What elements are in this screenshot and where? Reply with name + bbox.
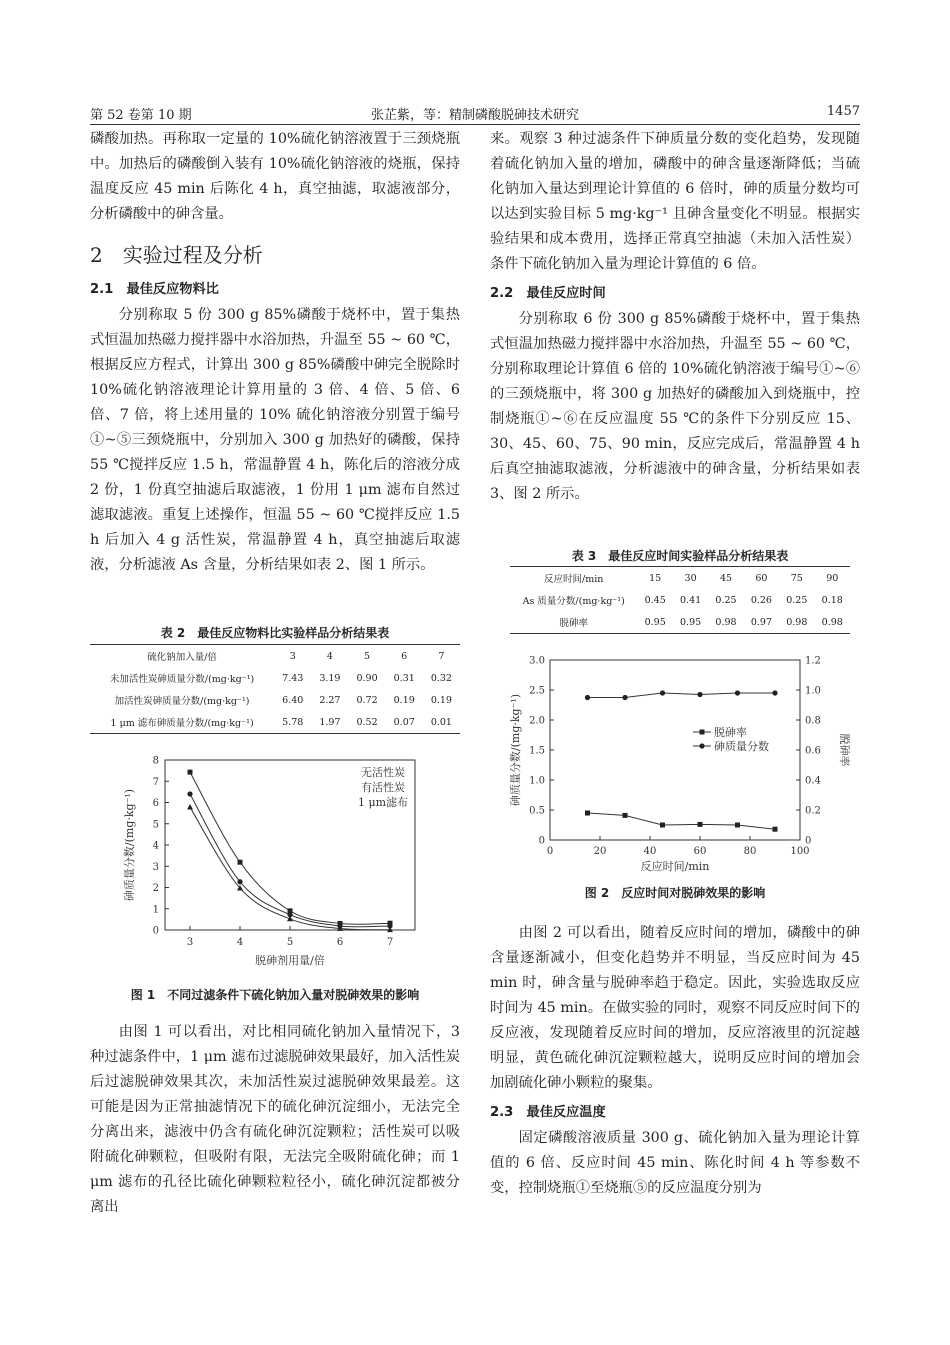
y-tick-label: 0.5 [529, 805, 545, 817]
legend-entry: 1 μm滤布 [357, 796, 409, 809]
data-point-square [698, 822, 703, 827]
x-tick-label: 7 [386, 937, 394, 948]
data-point-circle [772, 690, 777, 695]
legend-entry: 有活性炭 [361, 781, 405, 794]
table-row [510, 589, 850, 611]
table-cell: 0.98 [779, 611, 814, 634]
table-cell: 60 [744, 567, 779, 590]
y2-tick-label: 0 [805, 835, 812, 847]
table-cell: 1.97 [311, 711, 348, 734]
x-tick-label: 6 [336, 937, 344, 948]
y-tick-label: 4 [152, 840, 159, 852]
y2-axis-label: 脱砷率 [838, 733, 851, 767]
table-cell: 硫化钠加入量/倍 [90, 645, 274, 668]
paragraph: 来。观察 3 种过滤条件下砷质量分数的变化趋势，发现随着硫化钠加入量的增加，磷酸中的砷含量逐渐降低；当硫化钠加入量达到理论计算值的 6 倍时，砷的质量分数均可以达到实验目标 5 mg·kg⁻¹ 且砷含量变化不明显。根据实验结果和成本费用，选择正常真空抽滤（未加入活性炭）条件下硫化钠加入量为理论计算值的 6 倍。 [490, 131, 860, 272]
y-tick-label: 0 [152, 925, 159, 937]
table-cell: 0.98 [815, 611, 850, 634]
table-cell: 0.19 [430, 694, 452, 706]
paragraph: 由图 2 可以看出，随着反应时间的增加，磷酸中的砷含量逐渐减小，但变化趋势并不明显，当反应时间为 45 min 时，砷含量与脱砷率趋于稳定。因此，实验选取反应时间为 45 min。在做实验的同时，观察不同反应时间下的反应液，发现随着反应时间的增加，反应溶液里的沉淀越明显，黄色硫化砷沉淀颗粒越大，说明反应时间的增加会加剧硫化砷小颗粒的聚集。 [490, 925, 860, 1091]
paragraph: 分别称取 6 份 300 g 85%磷酸于烧杯中，置于集热式恒温加热磁力搅拌器中水浴加热，升温至 55 ~ 60 ℃，分别称取理论计算值 6 倍的 10%硫化钠溶液于编号①~⑥的三颈烧瓶中，将 300 g 加热好的磷酸加入到烧瓶中，控制烧瓶①~⑥在反应温度 55 ℃的条件下分别反应 15、30、45、60、75、90 min，反应完成后，常温静置 4 h 后真空抽滤取滤液，分析滤液中的砷含量，分析结果如表 3、图 2 所示。 [490, 311, 860, 502]
figure-1-chart [115, 750, 435, 980]
paragraph: 分别称取 5 份 300 g 85%磷酸于烧杯中，置于集热式恒温加热磁力搅拌器中水浴加热，升温至 55 ~ 60 ℃，根据反应方程式，计算出 300 g 85%磷酸中砷完全脱除时 10%硫化钠溶液理论计算用量的 3 倍、4 倍、5 倍、6 倍、7 倍，将上述用量的 10% 硫化钠溶液分别置于编号①~⑤三颈烧瓶中，分别加入 300 g 加热好的磷酸，保持 55 ℃搅拌反应 1.5 h，常温静置 4 h，陈化后的溶液分成 2 份，1 份真空抽滤后取滤液，1 份用 1 μm 滤布自然过滤取滤液。重复上述操作，恒温 55 ~ 60 ℃搅拌反应 1.5 h 后加入 4 g 活性炭，常温静置 4 h，真空抽滤后取滤液，分析滤液 As 含量，分析结果如表 2、图 1 所示。 [90, 307, 460, 573]
table-cell: 2.27 [319, 694, 341, 706]
x-tick-label: 100 [790, 846, 810, 857]
table-cell: 0.98 [708, 611, 743, 634]
y-tick-label: 7 [152, 776, 159, 788]
table-cell: 1 μm 滤布砷质量分数/(mg·kg⁻¹) [90, 711, 274, 734]
x-tick-label: 0 [546, 846, 554, 857]
article-running-title: 张芷紫，等：精制磷酸脱砷技术研究 [370, 108, 579, 123]
x-tick-label: 5 [286, 937, 294, 948]
table-cell: 0.95 [637, 611, 672, 634]
table-cell: 0.90 [356, 672, 378, 684]
data-point-circle [660, 690, 665, 695]
table-cell: 0.45 [644, 594, 666, 606]
table-cell: As 质量分数/(mg·kg⁻¹) [522, 596, 625, 607]
table-cell: 3 [274, 645, 311, 668]
table-cell: 加活性炭砷质量分数/(mg·kg⁻¹) [114, 696, 250, 707]
table-cell: 0.25 [715, 594, 737, 606]
table-cell: 反应时间/min [510, 567, 637, 590]
figure-caption: 图 1 不同过滤条件下硫化钠加入量对脱砷效果的影响 [130, 988, 420, 1002]
subsection-heading: 2.3 最佳反应温度 [490, 1105, 606, 1120]
y-tick-label: 1 [152, 904, 159, 916]
data-point-square [660, 823, 665, 828]
data-point-circle [697, 692, 702, 697]
x-tick-label: 80 [743, 846, 757, 857]
y-tick-label: 6 [152, 798, 159, 809]
y2-tick-label: 0.4 [805, 775, 821, 787]
table-cell: 5.78 [274, 711, 311, 734]
table-row [510, 611, 850, 634]
table-cell: 0.97 [744, 611, 779, 634]
table-cell: 0.52 [348, 711, 385, 734]
paragraph: 固定磷酸溶液质量 300 g、硫化钠加入量为理论计算值的 6 倍、反应时间 45 min、陈化时间 4 h 等参数不变，控制烧瓶①至烧瓶⑤的反应温度分别为 [490, 1130, 860, 1196]
table-cell: 45 [708, 567, 743, 590]
y-tick-label: 3 [152, 861, 159, 873]
data-point-square [585, 811, 590, 816]
header-rule [90, 124, 860, 125]
subsection-heading: 2.1 最佳反应物料比 [90, 282, 219, 297]
y-axis-label: 砷质量分数/(mg·kg⁻¹) [123, 788, 136, 902]
table-row [510, 567, 850, 590]
x-axis-label: 脱砷剂用量/倍 [255, 954, 325, 967]
table-cell: 7 [423, 645, 460, 668]
y-tick-label: 2 [152, 883, 159, 894]
y-tick-label: 5 [152, 819, 159, 831]
table-cell: 3.19 [319, 672, 341, 684]
y2-tick-label: 1.2 [805, 655, 821, 667]
y-tick-label: 2.5 [529, 685, 545, 697]
x-tick-label: 3 [186, 937, 194, 948]
running-header [90, 104, 860, 122]
series-line [190, 794, 390, 927]
table-cell: 未加活性炭砷质量分数/(mg·kg⁻¹) [109, 674, 255, 685]
table-cell: 90 [815, 567, 850, 590]
y-tick-label: 0 [538, 835, 545, 847]
table-cell: 4 [311, 645, 348, 668]
table-caption: 表 3 最佳反应时间实验样品分析结果表 [571, 549, 789, 563]
legend-entry: 脱砷率 [714, 726, 747, 739]
table-cell: 0.72 [356, 694, 378, 706]
series-line [588, 813, 776, 829]
data-point-square [238, 860, 243, 865]
data-table [510, 566, 850, 634]
table-cell: 6.40 [282, 694, 304, 706]
table-cell: 7.43 [282, 672, 304, 684]
data-point-circle [187, 791, 192, 796]
x-tick-label: 60 [693, 846, 707, 857]
y-tick-label: 1.5 [529, 745, 545, 757]
table-2 [90, 624, 460, 734]
table-cell: 0.26 [750, 594, 772, 606]
table-cell: 6 [386, 645, 423, 668]
data-point-triangle [187, 804, 193, 810]
table-cell: 5 [348, 645, 385, 668]
legend-entry: 砷质量分数 [714, 740, 769, 753]
data-table [90, 644, 460, 734]
paragraph: 磷酸加热。再称取一定量的 10%硫化钠溶液置于三颈烧瓶中。加热后的磷酸倒入装有 10%硫化钠溶液的烧瓶，保持温度反应 45 min 后陈化 4 h，真空抽滤，取滤液部分，分析磷酸中的砷含量。 [90, 131, 460, 222]
data-point-circle [699, 743, 704, 748]
y-tick-label: 2.0 [529, 715, 545, 727]
data-point-circle [735, 690, 740, 695]
table-cell: 0.32 [430, 672, 452, 684]
table-cell: 30 [673, 567, 708, 590]
series-line [190, 772, 390, 924]
data-point-square [188, 770, 193, 775]
series-line [588, 693, 776, 698]
y2-tick-label: 1.0 [805, 685, 821, 697]
figure-2-chart [505, 648, 855, 878]
table-cell: 75 [779, 567, 814, 590]
table-cell: 0.07 [386, 711, 423, 734]
right-column [490, 127, 860, 507]
table-caption: 表 2 最佳反应物料比实验样品分析结果表 [160, 626, 390, 640]
x-tick-label: 40 [643, 846, 657, 857]
table-cell: 0.18 [821, 594, 843, 606]
table-row [90, 711, 460, 734]
paragraph: 由图 1 可以看出，对比相同硫化钠加入量情况下，3 种过滤条件中，1 μm 滤布过滤脱砷效果最好，加入活性炭后过滤脱砷效果其次，未加活性炭过滤脱砷效果最差。这可能是因为正常抽滤情况下的硫化砷沉淀细小，无法完全分离出来，滤液中仍含有硫化砷沉淀颗粒；活性炭可以吸附硫化砷颗粒，但吸附有限，无法完全吸附硫化砷；而 1 μm 滤布的孔径比硫化砷颗粒粒径小，硫化砷沉淀都被分离出 [90, 1024, 460, 1215]
legend-entry: 无活性炭 [361, 766, 405, 779]
x-tick-label: 20 [593, 846, 607, 857]
y2-tick-label: 0.8 [805, 715, 821, 727]
data-point-square [773, 827, 778, 832]
table-cell: 0.31 [393, 672, 415, 684]
y-tick-label: 8 [152, 755, 159, 767]
table-row [90, 689, 460, 711]
table-cell: 0.19 [393, 694, 415, 706]
data-point-circle [237, 879, 242, 884]
left-column-lower [90, 1020, 460, 1220]
data-point-square [735, 823, 740, 828]
x-axis-label: 反应时间/min [640, 860, 710, 873]
y-tick-label: 1.0 [529, 775, 545, 787]
section-heading: 2 实验过程及分析 [90, 243, 263, 267]
journal-volume: 第 52 卷第 10 期 [90, 108, 192, 123]
y2-tick-label: 0.2 [805, 805, 821, 817]
table-cell: 0.95 [673, 611, 708, 634]
page-number: 1457 [826, 104, 860, 119]
table-cell: 0.25 [786, 594, 808, 606]
y2-tick-label: 0.6 [805, 745, 821, 757]
table-row [90, 645, 460, 668]
table-cell: 15 [637, 567, 672, 590]
data-point-square [623, 813, 628, 818]
table-row [90, 667, 460, 689]
data-point-square [700, 730, 705, 735]
figure-caption: 图 2 反应时间对脱砷效果的影响 [584, 886, 766, 900]
data-point-circle [585, 695, 590, 700]
subsection-heading: 2.2 最佳反应时间 [490, 286, 606, 301]
x-tick-label: 4 [236, 937, 244, 948]
y-axis-label: 砷质量分数/(mg·kg⁻¹) [509, 693, 522, 807]
table-3 [510, 547, 850, 634]
right-column-lower [490, 921, 860, 1201]
table-cell: 脱砷率 [510, 611, 637, 634]
table-cell: 0.01 [423, 711, 460, 734]
table-cell: 0.41 [680, 594, 702, 606]
y-tick-label: 3.0 [529, 655, 545, 667]
left-column [90, 127, 460, 578]
data-point-circle [622, 695, 627, 700]
